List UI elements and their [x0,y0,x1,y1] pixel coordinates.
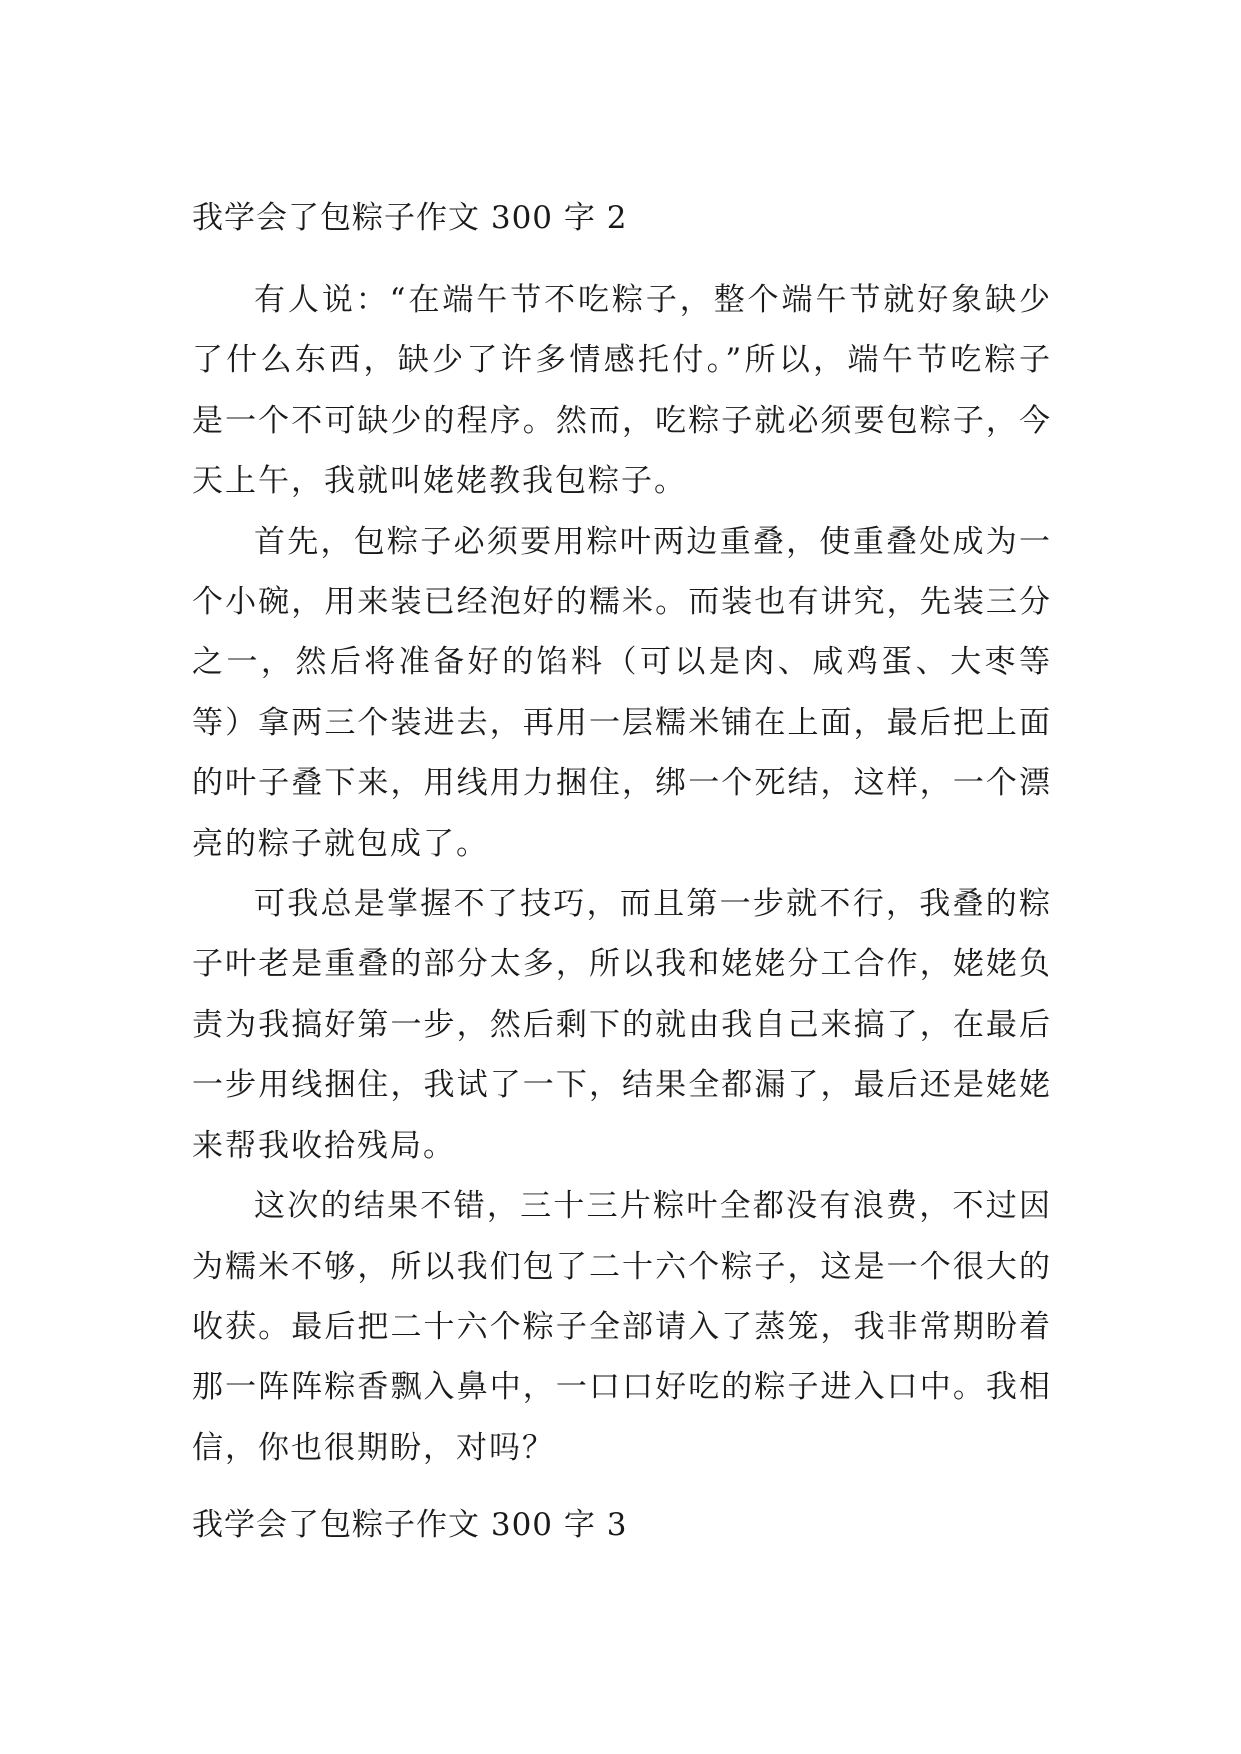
paragraph-2: 首先，包粽子必须要用粽叶两边重叠，使重叠处成为一个小碗，用来装已经泡好的糯米。而装也有讲究，先装三分之一，然后将准备好的馅料（可以是肉、咸鸡蛋、大枣等等）拿两三个装进去，再用一层糯米铺在上面，最后把上面的叶子叠下来，用线用力捆住，绑一个死结，这样，一个漂亮的粽子就包成了。 [192,523,1052,862]
paragraph-3: 可我总是掌握不了技巧，而且第一步就不行，我叠的粽子叶老是重叠的部分太多，所以我和姥姥分工合作，姥姥负责为我搞好第一步，然后剩下的就由我自己来搞了，在最后一步用线捆住，我试了一下，结果全都漏了，最后还是姥姥来帮我收拾残局。 [192,886,1052,1164]
essay-body [192,270,1052,1478]
paragraph-1: 有人说：“在端午节不吃粽子，整个端午节就好象缺少了什么东西，缺少了许多情感托付。”所以，端午节吃粽子是一个不可缺少的程序。然而，吃粽子就必须要包粽子，今天上午，我就叫姥姥教我包粽子。 [192,282,1052,500]
paragraph-4: 这次的结果不错，三十三片粽叶全都没有浪费，不过因为糯米不够，所以我们包了二十六个粽子，这是一个很大的收获。最后把二十六个粽子全部请入了蒸笼，我非常期盼着那一阵阵粽香飘入鼻中，一口口好吃的粽子进入口中。我相信，你也很期盼，对吗？ [192,1188,1052,1466]
essay-title-3: 我学会了包粽子作文 300 字 3 [192,1507,628,1543]
essay-title-2: 我学会了包粽子作文 300 字 2 [192,200,628,236]
